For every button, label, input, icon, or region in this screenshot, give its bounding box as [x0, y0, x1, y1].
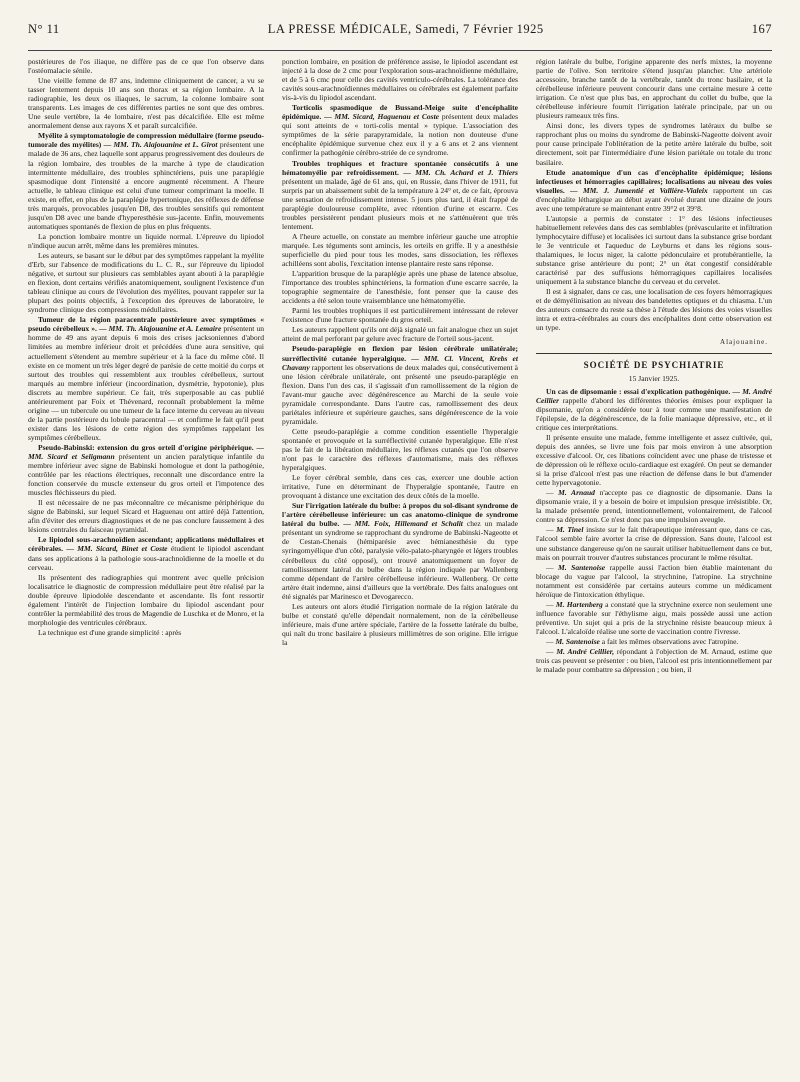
speaker-text: insiste sur le fait thérapeutique intéressant que, dans ce cas, l'alcool semble faire avorter la crise de dépression. Sans doute, l'alcool est une substance dangereuse qu'on ne saurait utiliser habituellement dans ce but, mais on pourrait trouver d'autres substances procurant le même résultat.: [536, 525, 772, 562]
speaker-text: répondant à l'objection de M. Arnaud, estime que trois cas peuvent se présenter : ou bien, l'alcool est pris intentionnellement par le malade pour combattre sa dépression ; ou bien, il: [536, 647, 772, 675]
article-text: présentent une malade de 36 ans, chez laquelle sont apparus progressivement des douleurs de la région lombaire, des troubles de la marche à type de claudication intermittente médullaire, des troubles sphinctériens, puis une paraplégie spasmodique dont l'intensité a encore augmenté récemment. A l'heure actuelle, le tableau clinique est celui d'une tumeur comprimant la moelle. Il existe, en effet, en plus de la paraplégie hypertonique, des réflexes de défense très marqués, provocables jusqu'en D8, des troubles sensitifs qui remontent jusqu'en D8 avec une bande d'hyperesthésie sus-jacente. Enfin, mouvements automatiques spontanés de flexion de plus en plus fréquents.: [28, 140, 264, 231]
paragraph: Ils présentent des radiographies qui montrent avec quelle précision localisatrice le diagnostic de compression médullaire peut être réalisé par la double épreuve lipiodolée descendante et ascendante. Ils font ressortir également l'intérêt de l'injection lombaire du lipiodol ascendant pour contrôler la perméabilité des trous de Magendie de Luschka et de Monro, et la morphologie des ventricules cérébraux.: [28, 572, 264, 627]
article-authors: MM. Th. Alajouanine et A. Lemaire: [108, 324, 222, 334]
discussion-entry: — M. Santenoise a fait les mêmes observations avec l'atropine.: [546, 636, 739, 646]
paragraph: L'autopsie a permis de constater : 1° des lésions infectieuses habituellement relevées dans des cas semblables (prévascularite et infiltration lymphocytaire diffuse) et localisées ici surtout dans la substance grise bordant le 3e ventricule et l'aqueduc de Leyburns et dans les régions sous-thalamiques, le locus niger, la calotte pédonculaire et protubérantielle, la substance grise antérieure du pont; 2° un état congestif considérable caractérisé par des suffusions hémorragiques capillaires localisées uniquement à la substance blanche du cerveau et du cervelet.: [536, 213, 772, 287]
article-text: rapportent les observations de deux malades qui, consécutivement à une lésion cérébrale unilatérale, ont présenté une pseudo-paraplégie en flexion. Dans l'un des cas, il s'agissait d'un ramollissement de la région de l'avant-mur gauche avec dégénérescence au Marchi de la seule voie pyramidale correspondante. Dans l'autre cas, ramollissement des deux pariétales inférieure et supérieure gauches, sans dégénérescence de la voie pyramidale.: [282, 362, 518, 426]
article-title: Le lipiodol sous-arachnoïdien ascendant; applications médullaires et cérébrales. —: [28, 535, 264, 554]
paragraph: ponction lombaire, en position de préférence assise, le lipiodol ascendant est injecté à la dose de 2 cmc pour l'exploration sous-arachnoïdienne médullaire, et de 5 à 6 cmc pour celle des cavités ventriculo-cérébrales. La tolérance des cavités sous-arachnoïdiennes médullaires ou cérébrales est également parfaite vis-à-vis du lipiodol ascendant.: [282, 57, 518, 103]
speaker-text: rappelle aussi l'action bien établie maintenant du blocage du vague par l'alcool, la strychnine, l'atropine. La strychnine notamment est considérée par certains auteurs comme un médicament héroïque de l'intoxication éthylique.: [536, 562, 772, 599]
paragraph: L'apparition brusque de la paraplégie après une phase de latence absolue, l'importance des troubles sphinctériens, la formation d'une escarre sacrée, la topographie segmentaire de l'anesthésie, font penser que la cause des accidents a été selon toute vraisemblance une hématomyélie.: [282, 269, 518, 306]
paragraph: région latérale du bulbe, l'origine apparente des nerfs mixtes, la moyenne partie de l'olive. Son territoire s'étend jusqu'au plancher. Une artériole accessoire, branche tantôt de la vertébrale, tantôt du tronc basilaire, et la cérébelleuse inférieure peuvent concourir dans une certaine mesure à cette irrigation. Ce n'est que plus bas, en approchant du collet du bulbe, que la cérébelleuse inférieure fournit l'irrigation latérale principale, par un ou plusieurs rameaux très fins.: [536, 57, 772, 121]
speaker: M. Hartenberg: [555, 599, 603, 609]
discussion-entry: — M. Hartenberg a constaté que la strychnine exerce non seulement une influence favorable sur l'éthylisme aigu, mais possède aussi une action préventive. Un sujet qui a pris de la strychnine résiste beaucoup mieux à l'alcool. L'alcaloïde réalise une sorte de vaccination contre l'ivresse.: [536, 599, 772, 636]
speaker: M. Santenoise: [558, 562, 606, 572]
article-authors: M. André Ceillier: [536, 386, 772, 405]
article-entry: [536, 387, 772, 432]
paragraph: Le foyer cérébral semble, dans ces cas, exercer une double action irritative, l'une en déterminant de l'hyperalgie spontanée, l'autre en provoquant à distance une excitation des deux côtés de la moelle.: [282, 473, 518, 501]
article-title: Sur l'irrigation latérale du bulbe: à propos du sol-disant syndrome de l'artère cérébelleuse inférieure: un cas anatomo-clinique de syndrome latéral du bulbe. —: [282, 501, 518, 529]
article-authors: MM. Foix, Hillemand et Schalit: [354, 519, 463, 529]
article-authors: MM. Ch. Achard et J. Thiers: [415, 167, 518, 177]
discussion-entry: — M. Arnaud n'accepte pas ce diagnostic de dipsomanie. Dans la dipsomanie vraie, il y a besoin de boire et impulsion presque irrésistible. Or, la malade présentée prend, intentionnellement, volontairement, de l'alcool contre sa dépression. Ce n'est donc pas une impulsion aveugle.: [536, 488, 772, 525]
article-entry: [536, 168, 772, 213]
article-text: rappelle d'abord les différentes théories émises pour expliquer la dipsomanie, qu'on a considérée tour à tour comme une manifestation de l'épilepsie, de la dégénérescence, de la folie maniaque dépressive, etc., et il critique ces interprétations.: [536, 395, 772, 432]
article-entry: [282, 501, 518, 601]
discussion-entry: — M. André Ceillier, répondant à l'objection de M. Arnaud, estime que trois cas peuvent se présenter : ou bien, l'alcool est pris intentionnellement par le malade pour combattre sa dépression ; ou bien, il: [536, 647, 772, 675]
article-authors: MM. Sicard, Binet et Coste: [77, 544, 168, 554]
article-entry: [282, 103, 518, 157]
discussion-entry: — M. Tinel insiste sur le fait thérapeutique intéressant que, dans ce cas, l'alcool semble faire avorter la crise de dépression. Sans doute, l'alcool est une substance dangereuse qu'on ne saurait utiliser habituellement dans ce but, mais on pourrait trouver d'autres substances procurant le même résultat.: [536, 525, 772, 562]
speaker-text: n'accepte pas ce diagnostic de dipsomanie. Dans la dipsomanie vraie, il y a besoin de boire et impulsion presque irrésistible. Or, la malade présentée prend, intentionnellement, volontairement, de l'alcool contre sa dépression. Ce n'est donc pas une impulsion aveugle.: [536, 488, 772, 525]
article-text: présentent deux malades qui sont atteints de « torti-colis mental » typique. L'association des symptômes de la série parapyramidale, la notion non douteuse d'une encéphalite épidémique survenue chez eux il y a 6 ans et 2 ans viennent confirmer la pathogénie cérébro-striée de ce syndrome.: [282, 112, 518, 158]
signature: Alajouanine.: [720, 338, 768, 347]
publication-title: LA PRESSE MÉDICALE, Samedi, 7 Février 1925: [267, 22, 544, 36]
paragraph: Les auteurs ont alors étudié l'irrigation normale de la région latérale du bulbe et constaté qu'elle dépendait normalement, non de la cérébelleuse inférieure, mais d'une artère spéciale, l'artère de la fossette latérale du bulbe, qui naît du tronc basilaire à plusieurs millimètres de son origine. Elle irrigue la: [282, 601, 518, 647]
paragraph: Une vieille femme de 87 ans, indemne cliniquement de cancer, a vu se tasser lentement depuis 10 ans son thorax et sa région lombaire. A la radiographie, les deux os iliaques, le sacrum, la colonne lombaire sont transparents. Les images de ces différentes parties ne sont que des ombres. Une seule vertèbre, la 4e lombaire, n'est pas décalcifiée. Elle est même anormalement dense aux rayons X et paraît surcalcifiée.: [28, 76, 264, 131]
article-entry: [28, 315, 264, 442]
column-2: [282, 57, 518, 1072]
paragraph: La technique est d'une grande simplicité : après: [38, 627, 182, 637]
paragraph: La ponction lombaire montre un liquide normal. L'épreuve du lipiodol n'indique aucun arrêt, même dans les premières minutes.: [28, 231, 264, 250]
paragraph: Parmi les troubles trophiques il est particulièrement intéressant de relever l'existence d'une fracture spontanée du gros orteil.: [282, 306, 518, 325]
article-title: Tumeur de la région paracentrale postérieure avec symptômes « pseudo cérébelleux ». —: [28, 315, 264, 334]
article-title: Un cas de dipsomanie : essai d'explication pathogénique. —: [546, 386, 740, 396]
article-entry: [282, 344, 518, 425]
article-text: présentent un ancien paralytique infantile du membre inférieur avec signe de Babinski homologue et dont la pathogénie, contrôlée par les réactions électriques, reconnaît une discordance entre la fonction conservée du muscle extenseur du gros orteil et l'impotence des muscles fléchisseurs du pied.: [28, 452, 264, 498]
paragraph: A l'heure actuelle, on constate au membre inférieur gauche une atrophie marquée. Les téguments sont amincis, les orteils en griffe. Il y a anesthésie superficielle du pied pour tous les modes, sans dissociation, les réflexes achilléens sont abolis, l'excitation intense plantaire reste sans réponse.: [282, 231, 518, 269]
article-authors: MM. Sicard, Haguenau et Coste: [334, 112, 440, 122]
article-authors: MM. Sicard et Seligmann: [28, 452, 115, 462]
paragraph: Les auteurs, se basant sur le début par des symptômes rappelant la myélite d'Erb, sur l'absence de modifications du L. C. R., sur l'épreuve du lipiodol négative, et surtout sur plusieurs cas semblables ayant abouti à la paraplégie en flexion, dont certains vérifiés anatomiquement, soulignent l'existence d'un tableau clinique au cours de l'évolution des myélites, pouvant rappeler sur la plupart des points objectifs, à l'exception des épreuves de laboratoire, le syndrome clinique des compressions médullaires.: [28, 250, 264, 315]
column-1: [28, 57, 264, 1072]
paragraph: postérieures de l'os iliaque, ne diffère pas de ce que l'on observe dans l'ostéomalacie sénile.: [28, 57, 264, 76]
article-authors: MM. Th. Alajouanine et L. Girot: [113, 140, 218, 150]
masthead: [28, 22, 772, 51]
column-3: [536, 57, 772, 1072]
article-entry: [28, 535, 264, 571]
article-entry: [282, 159, 518, 231]
article-text: chez un malade présentant un syndrome se rapprochant du syndrome de Babinski-Nageotte et de Cestan-Chenais (hémiparésie avec hémianesthésie du type syringomyélique d'un côté, paralysie vélo-palato-pharyngée et légers troubles cérébelleux du côté opposé), ont trouvé anatomiquement un foyer de ramollissement latéral du bulbe dans la région indiquée par Wallenberg comme dépendant de l'artère cérébelleuse inférieure. Wallenberg. Or cette artère était indemne, ainsi d'ailleurs que la vertébrale. Des faits analogues ont été signalés par Marinesco et Devogarecco.: [282, 519, 518, 601]
article-title: Pseudo-paraplégie en flexion par lésion cérébrale unilatérale; surréflectivité cutanée hyperalgique. —: [282, 344, 518, 363]
issue-number: N° 11: [28, 22, 60, 36]
article-authors: MM. Cl. Vincent, Krebs et Chavany: [282, 353, 518, 372]
page-number: 167: [751, 22, 772, 36]
paragraph: Il présente ensuite une malade, femme intelligente et assez cultivée, qui, depuis des années, se livre une fois par mois environ à une absorption excessive d'alcool. Or, ces libations coïncident avec une phase de tristesse et de dépression où le réflexe oculo-cardiaque est exagéré. On peut se demander si la prise d'alcool n'est pas une réaction de défense dans le but d'amender cette hypervagotonie.: [536, 432, 772, 488]
speaker: M. Arnaud: [558, 488, 595, 498]
article-text: présentent un homme de 49 ans ayant depuis 6 mois des crises jacksoniennes d'abord limitées au membre inférieur droit et précédées d'une aura sensitive, qui actuellement s'étendent au membre supérieur et à la face du même côté. Il existe en ce moment un très léger degré de parésie de cette moitié du corps et surtout des troubles qui ressemblent aux troubles cérébelleux, surtout marqués au membre inférieur (incoordination, dysmétrie, hypotonie), plus discrets au membre supérieur. Ce fait, très superposable au cas publié antérieurement par Foix et Thévenard, reconnaît probablement la même origine — un tubercule ou une tumeur de la face interne du cerveau au niveau de la partie postérieure du lobule paracentral — et confirme le fait qu'il peut exister dans les lésions de cette région des symptômes rappelant les symptômes cérébelleux.: [28, 324, 264, 442]
paragraph: Il est à signaler, dans ce cas, une localisation de ces foyers hémorragiques et de démyélinisation au niveau des bandelettes optiques et du chiasma. L'un des auteurs consacre du reste sa thèse à l'étude des lésions des voies visuelles intra et extra-cérébrales au cours des encéphalites dont cette observation est un type.: [536, 287, 772, 333]
paragraph: Il est nécessaire de ne pas méconnaître ce mécanisme périphérique du signe de Babinski, sur lequel Sicard et Haguenau ont attiré déjà l'attention, afin d'éviter des erreurs diagnostiques et de ne pas conclure faussement à des lésions centrales du faisceau pyramidal.: [28, 498, 264, 535]
article-text: rapportent un cas d'encéphalite léthargique au début ayant évolué durant une dizaine de jours avec une température se maintenant entre 39°2 et 39°8.: [536, 185, 772, 213]
speaker-text: a constaté que la strychnine exerce non seulement une influence favorable sur l'éthylisme aigu, mais possède aussi une action préventive. Un sujet qui a pris de la strychnine résiste beaucoup mieux à l'alcool. L'alcaloïde réalise une sorte de vaccination contre l'ivresse.: [536, 599, 772, 636]
article-title: Myélite à symptomatologie de compression médullaire (forme pseudo-tumorale des myélites) —: [28, 131, 264, 150]
article-text: présentent un malade, âgé de 61 ans, qui, en Russie, dans l'hiver de 1911, fut surpris par un abaissement subit de la température à 24° et, de ce fait, éprouva une sensation de refroidissement intense. 5 jours plus tard, il était frappé de paraplégie douloureuse complète, avec rétention d'urine et escarre. Ces troubles persistèrent pendant plusieurs mois et ne s'atténuèrent que très lentement.: [282, 176, 518, 231]
article-entry: [28, 443, 264, 497]
speaker: M. André Ceillier,: [556, 647, 615, 657]
article-title: Pseudo-Babinski: extension du gros orteil d'origine périphérique. —: [38, 442, 264, 452]
section-divider: [536, 353, 772, 354]
discussion-entry: — M. Santenoise rappelle aussi l'action bien établie maintenant du blocage du vague par l'alcool, la strychnine, l'atropine. La strychnine notamment est considérée par certains auteurs comme un médicament héroïque de l'intoxication éthylique.: [536, 562, 772, 599]
article-text: étudient le lipiodol ascendant dans ses applications à la pathologie sous-arachnoïdienne de la moelle et du cerveau.: [28, 544, 264, 572]
paragraph: Ainsi donc, les divers types de syndromes latéraux du bulbe se rapprochant plus ou moins du syndrome de Babinski-Nageotte doivent avoir pour cause principale l'oblitération de la petite artère latérale du bulbe, soit directement, soit par l'intermédiaire d'une lésion pariétale ou totale du tronc basilaire.: [536, 121, 772, 167]
article-title: Troubles trophiques et fracture spontanée consécutifs à une hématomyélie par refroidissement. —: [282, 158, 518, 177]
article-title: Etude anatomique d'un cas d'encéphalite épidémique; lésions infectieuses et hémorragies capillaires; localisations au niveau des voies visuelles. —: [536, 167, 772, 195]
paragraph: Les auteurs rappellent qu'ils ont déjà signalé un fait analogue chez un sujet atteint de mal perforant par gelure avec fracture de l'orteil sous-jacent.: [282, 325, 518, 344]
article-entry: [28, 131, 264, 231]
speaker: M. Santenoise: [555, 636, 600, 646]
paragraph: Cette pseudo-paraplégie a comme condition essentielle l'hyperalgie spontanée et provoquée et la surréflectivité cutanée hyperalgique. Elle n'est pas le fait de la libération médullaire, les réflexes cutanés que l'on observe n'ont pas le caractère des réflexes d'automatisme, mais des réflexes hyperalgiques.: [282, 426, 518, 473]
section-title: SOCIÉTÉ DE PSYCHIATRIE: [583, 359, 725, 370]
speaker: M. Tinel: [556, 525, 584, 535]
article-title: Torticolis spasmodique de Bussand-Meige suite d'encéphalite épidémique. —: [282, 103, 518, 122]
section-date: 15 Janvier 1925.: [628, 373, 680, 383]
article-authors: MM. J. Jumentié et Vallière-Vialeix: [582, 185, 708, 195]
speaker-text: a fait les mêmes observations avec l'atropine.: [601, 636, 739, 646]
